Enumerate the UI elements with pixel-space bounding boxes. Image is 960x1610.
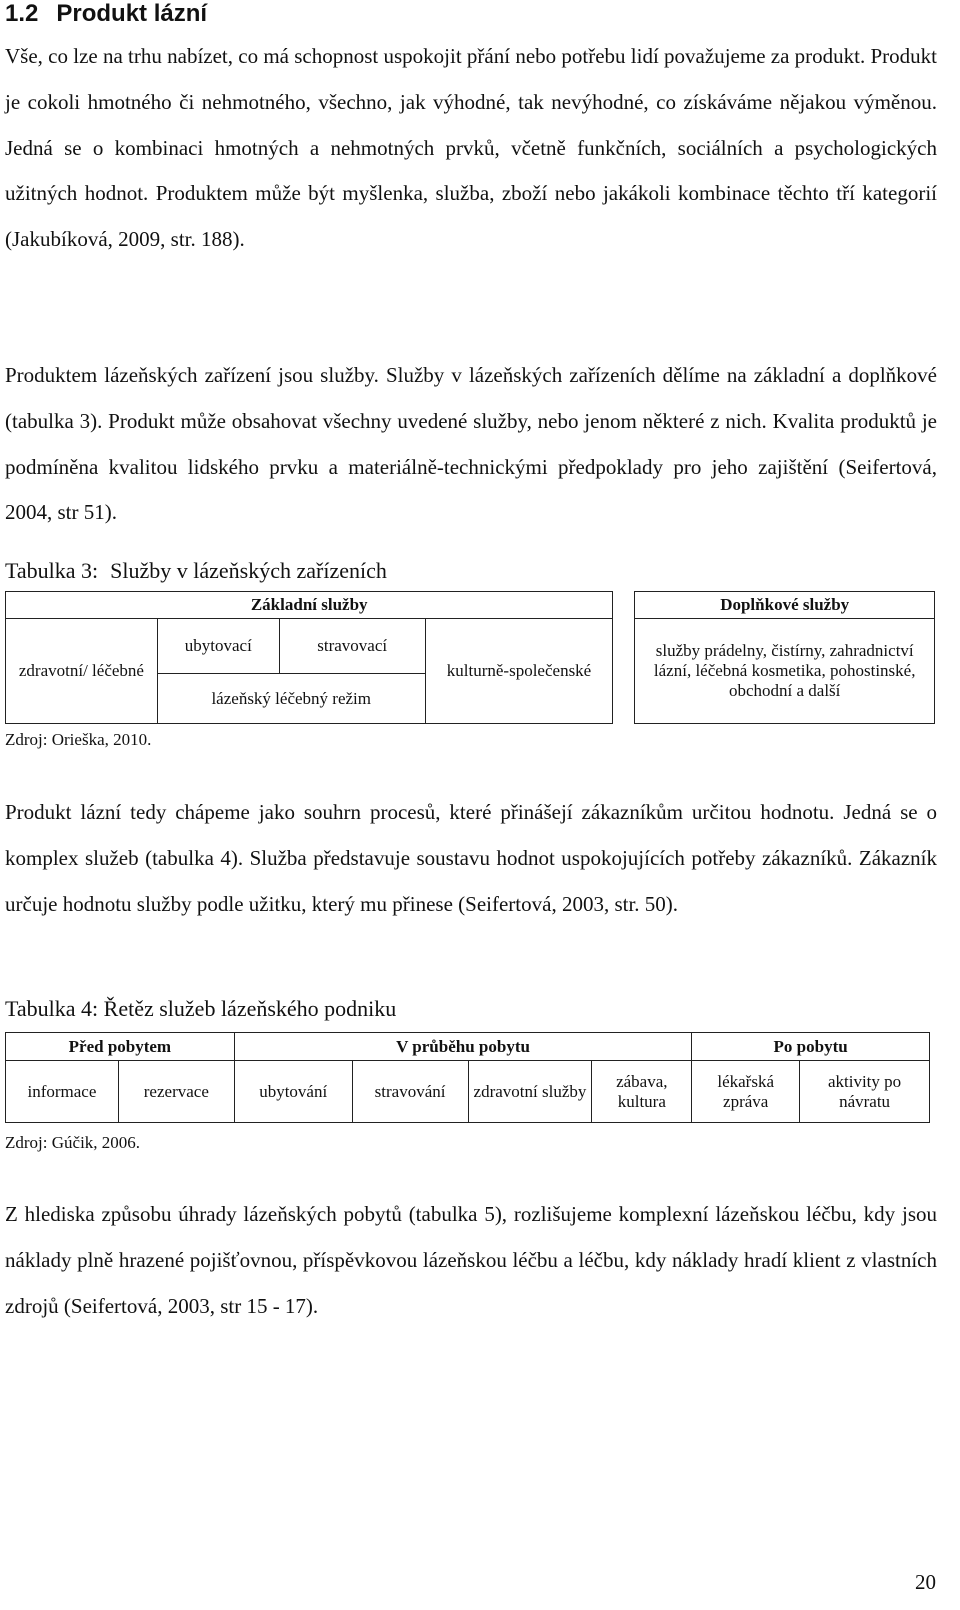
extra-services-cell: služby prádelny, čistírny, zahradnictví lázní, léčebná kosmetika, pohostinské, obchodní a další xyxy=(635,619,935,724)
table4-source: Zdroj: Gúčik, 2006. xyxy=(5,1133,141,1152)
before-stay-header: Před pobytem xyxy=(6,1033,235,1061)
table4-cell-medical-report: lékařská zpráva xyxy=(692,1061,800,1123)
paragraph-3: Produkt lázní tedy chápeme jako souhrn procesů, které přinášejí zákazníkům určitou hodnotu. Jedná se o komplex služeb (tabulka 4). Služba představuje soustavu hodnot uspokojujících potřeby zákazníků. Zákazník určuje hodnotu služby podle užitku, který mu přinese (Seifertová, 2003, str. 50). xyxy=(5,800,937,916)
after-stay-header: Po pobytu xyxy=(692,1033,930,1061)
table4-cell-information: informace xyxy=(6,1061,119,1123)
paragraph-1: Vše, co lze na trhu nabízet, co má schopnost uspokojit přání nebo potřebu lidí považujeme za produkt. Produkt je cokoli hmotného či nehmotného, všechno, jak výhodné, tak nevýhodné, co získáváme nějakou výměnou. Jedná se o kombinaci hmotných a nehmotných prvků, včetně funkčních, sociálních a psychologických užitných hodnot. Produktem může být myšlenka, služba, zboží nebo jakákoli kombinace těchto tří kategorií (Jakubíková, 2009, str. 188). xyxy=(5,44,937,252)
paragraph-4: Z hlediska způsobu úhrady lázeňských pobytů (tabulka 5), rozlišujeme komplexní lázeňskou léčbu, kdy jsou náklady plně hrazené pojišťovnou, příspěvkovou lázeňskou léčbu a léčbu, kdy náklady hradí klient z vlastních zdrojů (Seifertová, 2003, str 15 - 17). xyxy=(5,1202,937,1318)
cultural-services-cell: kulturně-společenské xyxy=(425,619,613,724)
section-title: Produkt lázní xyxy=(56,0,208,27)
table4-caption: Tabulka 4: Řetěz služeb lázeňského podniku xyxy=(5,996,397,1021)
table3-caption-title: Služby v lázeňských zařízeních xyxy=(110,558,387,583)
during-stay-header: V průběhu pobytu xyxy=(234,1033,691,1061)
table3-caption-label: Tabulka 3: xyxy=(5,558,99,583)
page-number: 20 xyxy=(915,1570,936,1594)
table4-cell-reservation: rezervace xyxy=(118,1061,234,1123)
table4-cell-after-activities: aktivity po návratu xyxy=(800,1061,930,1123)
table4-cell-accommodation: ubytování xyxy=(234,1061,352,1123)
table3-caption xyxy=(5,558,387,584)
section-number: 1.2 xyxy=(5,0,39,27)
catering-services-cell: stravovací xyxy=(279,619,425,674)
extra-services-header: Doplňkové služby xyxy=(635,592,935,619)
table3-gap xyxy=(613,592,635,724)
health-services-cell: zdravotní/ léčebné xyxy=(6,619,158,724)
table4-cell-entertainment: zábava, kultura xyxy=(592,1061,692,1123)
basic-services-header: Základní služby xyxy=(6,592,613,619)
table4-cell-catering: stravování xyxy=(352,1061,468,1123)
paragraph-2: Produktem lázeňských zařízení jsou služby. Služby v lázeňských zařízeních dělíme na základní a doplňkové (tabulka 3). Produkt může obsahovat všechny uvedené služby, nebo jenom některé z nich. Kvalita produktů je podmíněna kvalitou lidského prvku a materiálně-technickými předpoklady pro jeho zajištění (Seifertová, 2004, str 51). xyxy=(5,363,937,525)
table4-cell-health: zdravotní služby xyxy=(468,1061,592,1123)
accommodation-services-cell: ubytovací xyxy=(157,619,279,674)
table3 xyxy=(5,591,935,724)
table3-source: Zdroj: Orieška, 2010. xyxy=(5,730,152,749)
section-heading xyxy=(5,0,207,28)
spa-regime-cell: lázeňský léčebný režim xyxy=(157,674,425,724)
table4 xyxy=(5,1032,930,1123)
